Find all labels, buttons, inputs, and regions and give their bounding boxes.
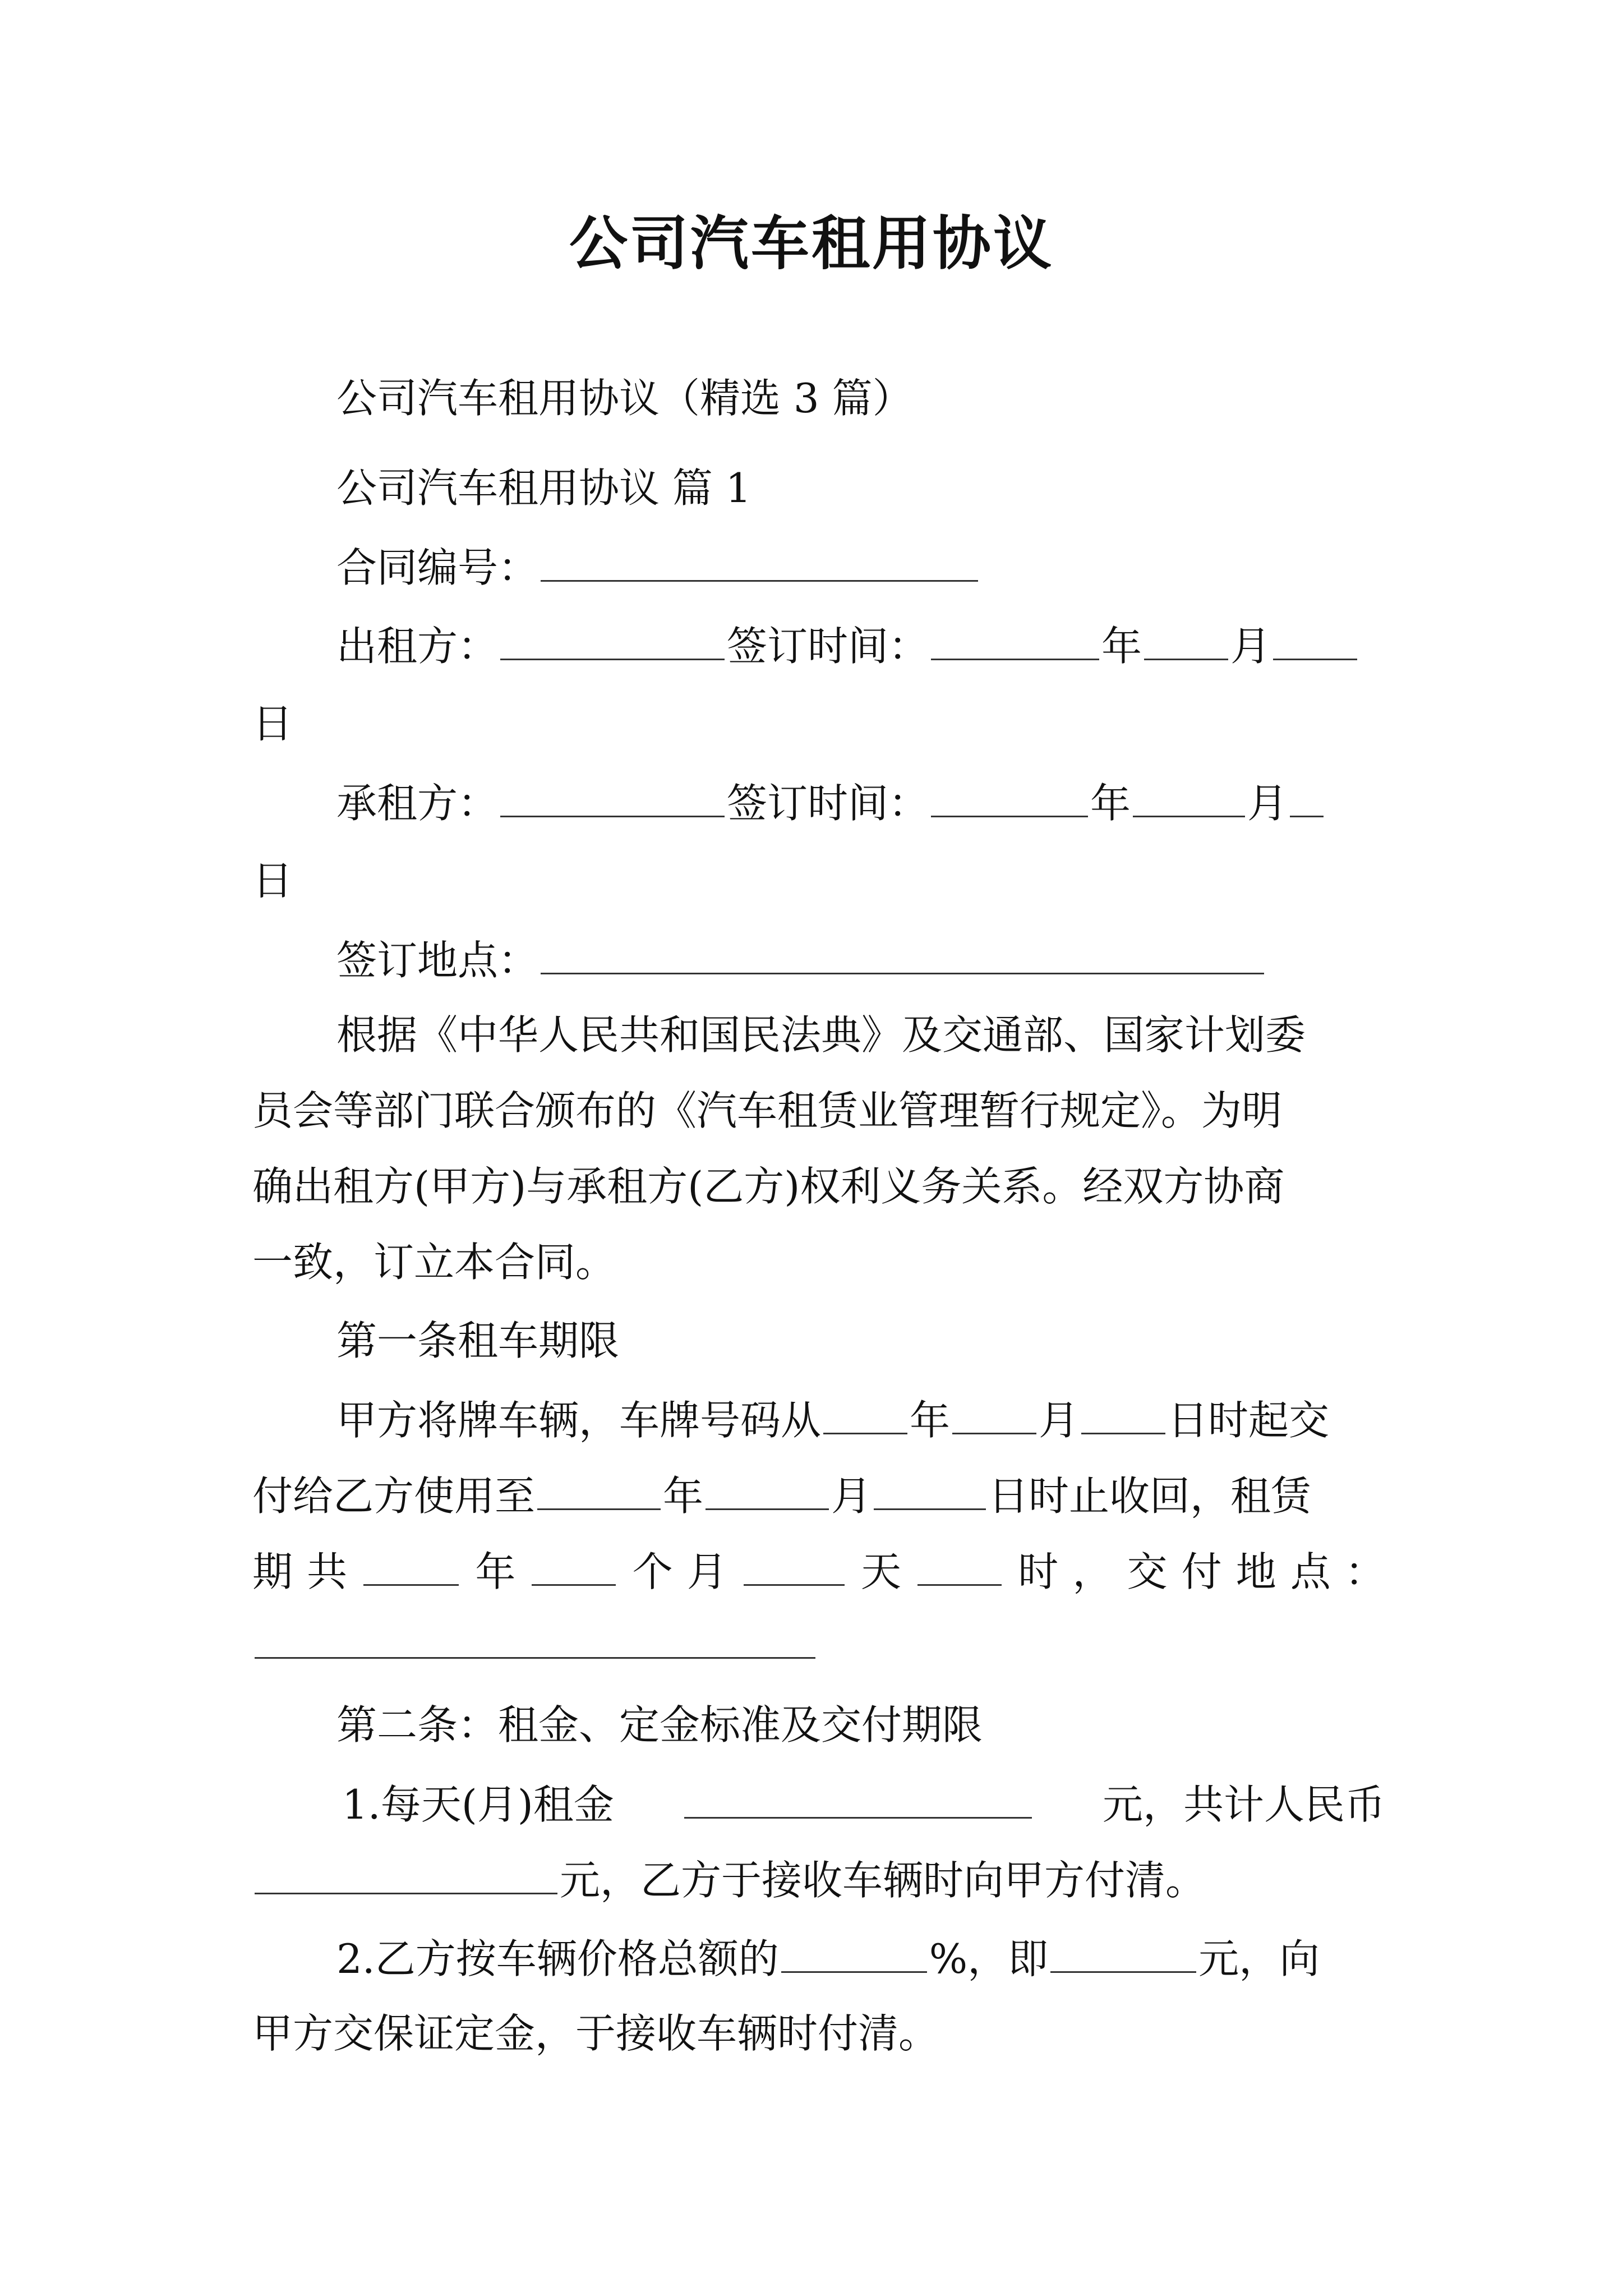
article2-item1-line1 bbox=[342, 1775, 1385, 1833]
year-label: 年 bbox=[910, 1397, 951, 1444]
char: 点 bbox=[1290, 1548, 1331, 1595]
year-label: 年 bbox=[1101, 623, 1142, 670]
section-heading: 公司汽车租用协议 篇 1 bbox=[336, 464, 751, 512]
para1-line2: 员会等部门联合颁布的《汽车租赁业管理暂行规定》。为明 bbox=[252, 1087, 1283, 1134]
sign-time-label: 签订时间： bbox=[727, 780, 929, 827]
sign-place-label: 签订地点： bbox=[336, 937, 539, 984]
article2-item2-line1 bbox=[336, 1930, 1320, 1987]
article2-text: 元，乙方于接收车辆时向甲方付清。 bbox=[560, 1857, 1206, 1904]
day-label: 日 bbox=[252, 857, 293, 904]
total-rmb-blank bbox=[255, 1851, 557, 1894]
month-blank bbox=[1133, 774, 1245, 817]
article1-text: 日时止收回，租赁 bbox=[988, 1473, 1312, 1520]
lessor-row bbox=[336, 617, 1359, 674]
amount-blank bbox=[1050, 1930, 1196, 1973]
article2-text: 元，共计人民币 bbox=[1102, 1781, 1385, 1828]
article1-title: 第一条租车期限 bbox=[336, 1317, 620, 1364]
char: 付 bbox=[1181, 1548, 1222, 1595]
sign-time-label: 签订时间： bbox=[727, 623, 929, 670]
lessee-blank bbox=[500, 774, 725, 817]
delivery-place-row bbox=[252, 1616, 818, 1673]
contract-number-label: 合同编号： bbox=[336, 544, 539, 591]
para1-line3: 确出租方(甲方)与承租方(乙方)权利义务关系。经双方协商 bbox=[252, 1163, 1285, 1210]
para1-line4: 一致，订立本合同。 bbox=[252, 1239, 616, 1286]
days-blank bbox=[744, 1543, 845, 1586]
year-blank bbox=[931, 617, 1099, 660]
char: 时 bbox=[1018, 1548, 1059, 1595]
char: 年 bbox=[475, 1548, 516, 1595]
years-blank bbox=[363, 1543, 459, 1586]
year-blank bbox=[537, 1467, 661, 1510]
char: 天 bbox=[860, 1548, 901, 1595]
char: 地 bbox=[1235, 1548, 1276, 1595]
year-blank bbox=[823, 1391, 907, 1434]
day-label: 日 bbox=[252, 700, 293, 747]
month-blank bbox=[952, 1391, 1036, 1434]
daily-rent-blank bbox=[684, 1775, 1032, 1819]
char: 月 bbox=[686, 1548, 727, 1595]
article1-line1 bbox=[336, 1391, 1329, 1448]
char: ： bbox=[1344, 1548, 1385, 1595]
percent-blank bbox=[781, 1930, 927, 1973]
article2-title: 第二条：租金、定金标准及交付期限 bbox=[336, 1701, 983, 1749]
article1-text: 甲方将牌车辆，车牌号码从 bbox=[336, 1397, 822, 1444]
month-label: 月 bbox=[1247, 780, 1288, 827]
char: ， bbox=[1072, 1548, 1113, 1595]
article2-item1-line2 bbox=[252, 1851, 1206, 1908]
subtitle: 公司汽车租用协议（精选 3 篇） bbox=[336, 375, 913, 422]
lessor-label: 出租方： bbox=[336, 623, 499, 670]
month-label: 月 bbox=[831, 1473, 872, 1520]
year-label: 年 bbox=[1090, 780, 1131, 827]
article2-text: 元，向 bbox=[1198, 1935, 1320, 1982]
months-blank bbox=[532, 1543, 616, 1586]
article2-text: %，即 bbox=[929, 1935, 1049, 1982]
month-blank bbox=[706, 1467, 829, 1510]
year-blank bbox=[931, 774, 1088, 817]
char: 交 bbox=[1127, 1548, 1168, 1595]
article2-item2-line2: 甲方交保证定金，于接收车辆时付清。 bbox=[252, 2010, 939, 2057]
article2-text: 2.乙方按车辆价格总额的 bbox=[336, 1935, 779, 1982]
day-blank bbox=[1273, 617, 1357, 660]
month-blank bbox=[1144, 617, 1228, 660]
char: 个 bbox=[632, 1548, 673, 1595]
day-blank bbox=[1290, 774, 1324, 817]
delivery-place-blank bbox=[255, 1616, 815, 1659]
lessee-label: 承租方： bbox=[336, 780, 499, 827]
month-label: 月 bbox=[1039, 1397, 1080, 1444]
article2-text: 1.每天(月)租金 bbox=[342, 1781, 614, 1828]
para1-line1: 根据《中华人民共和国民法典》及交通部、国家计划委 bbox=[336, 1011, 1306, 1059]
article1-text: 付给乙方使用至 bbox=[252, 1473, 536, 1520]
char: 期 bbox=[252, 1548, 293, 1595]
year-label: 年 bbox=[663, 1473, 704, 1520]
lessor-blank bbox=[500, 617, 725, 660]
month-label: 月 bbox=[1230, 623, 1271, 670]
sign-place-row bbox=[336, 931, 1266, 988]
hours-blank bbox=[917, 1543, 1002, 1586]
lessee-row bbox=[336, 774, 1326, 831]
article1-text: 日时起交 bbox=[1168, 1397, 1330, 1444]
document-title: 公司汽车租用协议 bbox=[569, 209, 1054, 278]
article1-line2 bbox=[252, 1467, 1311, 1524]
article1-line3 bbox=[252, 1543, 1385, 1600]
sign-place-blank bbox=[541, 931, 1264, 974]
contract-number-row bbox=[336, 539, 980, 596]
contract-number-blank bbox=[541, 539, 978, 582]
char: 共 bbox=[307, 1548, 348, 1595]
day-blank bbox=[1081, 1391, 1165, 1434]
day-blank bbox=[874, 1467, 986, 1510]
